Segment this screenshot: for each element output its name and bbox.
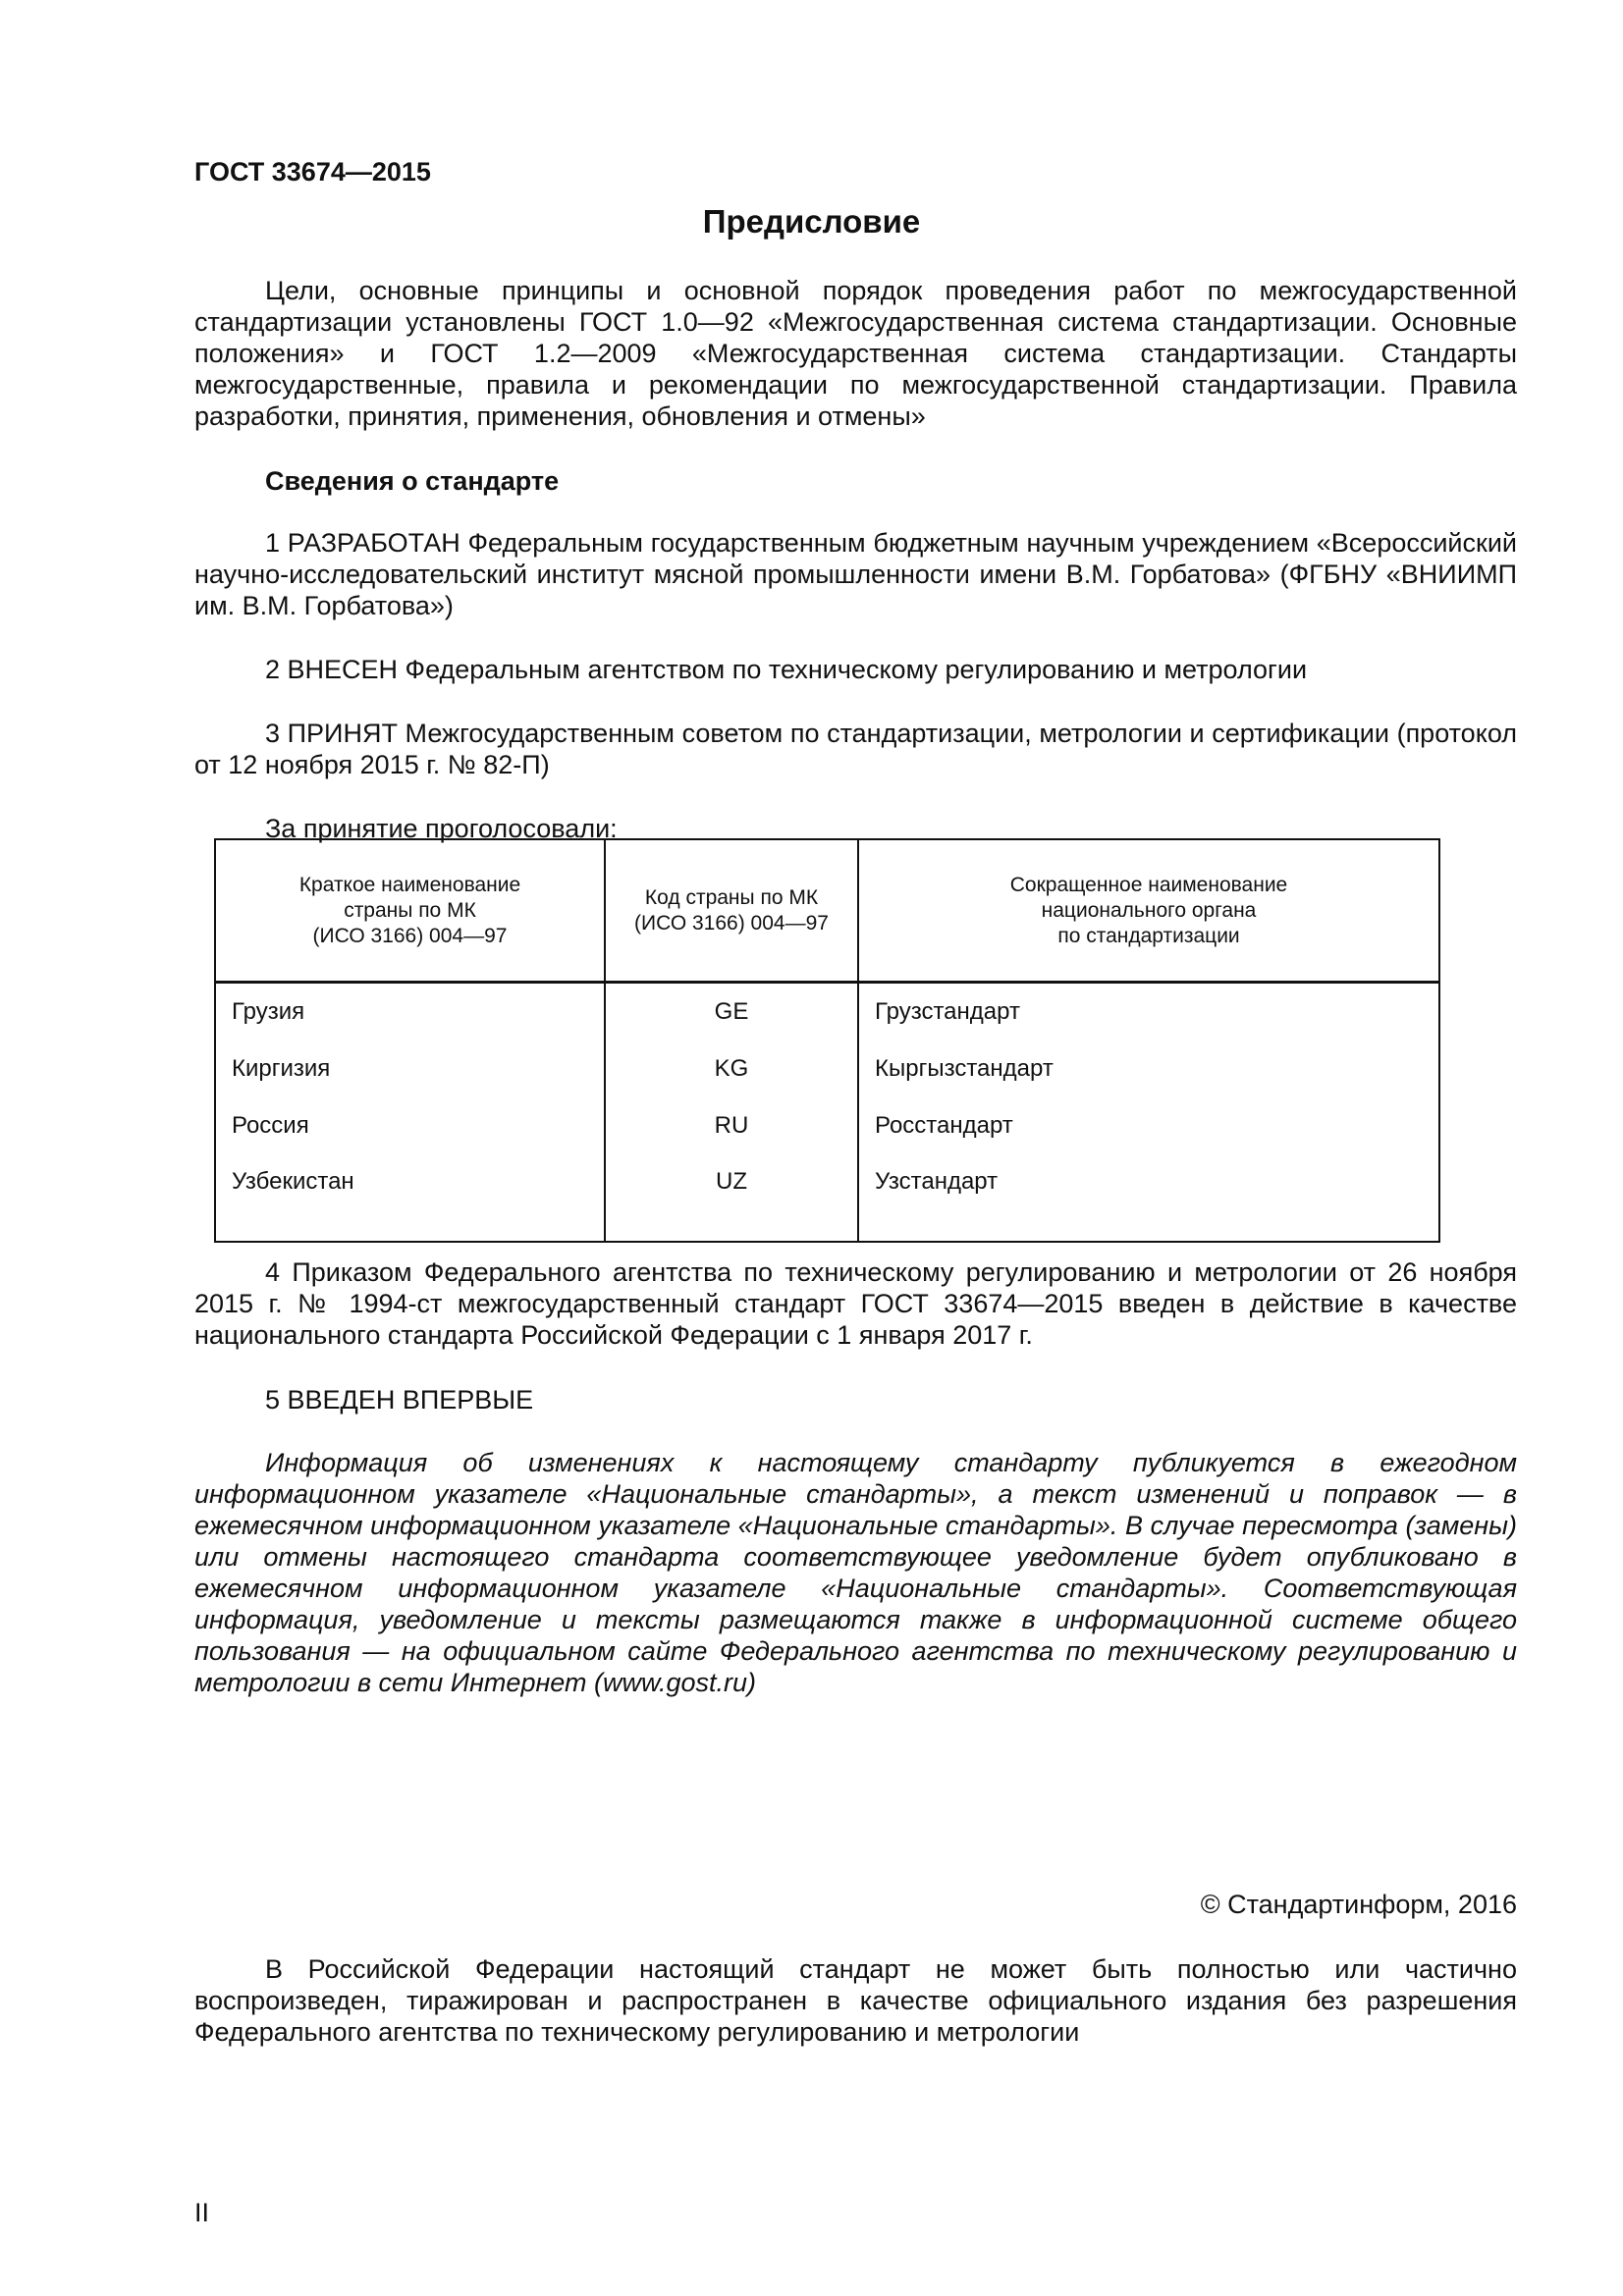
header-line: страны по МК	[344, 898, 476, 922]
header-country-code	[605, 839, 858, 983]
header-line: национального органа	[1041, 898, 1257, 922]
table-row	[215, 1041, 1439, 1097]
cell-body: Грузстандарт	[858, 983, 1439, 1041]
header-line: (ИСО 3166) 004—97	[634, 911, 829, 934]
table-header-row	[215, 839, 1439, 983]
item-adopted: 3 ПРИНЯТ Межгосударственным советом по стандартизации, метрологии и сертификации (протокол от 12 ноября 2015 г. № 82-П)	[194, 719, 1517, 779]
item-first-intro: 5 ВВЕДЕН ВПЕРВЫЕ	[265, 1385, 534, 1415]
intro-paragraph: Цели, основные принципы и основной порядок проведения работ по межгосударственной стандартизации установлены ГОСТ 1.0—92 «Межгосударственная система стандартизации. Основные положения» и ГОСТ 1.2—2009 «Межгосударственная система стандартизации. Стандарты межгосударственные, правила и рекомендации по межгосударственной стандартизации. Правила разработки, принятия, применения, обновления и отмены»	[194, 276, 1517, 431]
item-introduced: 2 ВНЕСЕН Федеральным агентством по техническому регулированию и метрологии	[265, 655, 1308, 684]
page-number: II	[194, 2198, 210, 2227]
copyright: © Стандартинформ, 2016	[1200, 1890, 1517, 1919]
cell-country: Узбекистан	[215, 1154, 605, 1242]
header-line: (ИСО 3166) 004—97	[312, 924, 508, 947]
cell-code: GE	[605, 983, 858, 1041]
header-line: по стандартизации	[1057, 924, 1240, 947]
cell-code: UZ	[605, 1154, 858, 1242]
item-order: 4 Приказом Федерального агентства по техническому регулированию и метрологии от 26 ноября 2015 г. № 1994-ст межгосударственный стандарт ГОСТ 33674—2015 введен в действие в качестве национального стандарта Российской Федерации с 1 января 2017 г.	[194, 1257, 1517, 1350]
info-note: Информация об изменениях к настоящему стандарту публикуется в ежегодном информационном указателе «Национальные стандарты», а текст изменений и поправок — в ежемесячном информационном указателе «Национальные стандарты». В случае пересмотра (замены) или отмены настоящего стандарта соответствующее уведомление будет опубликовано в ежемесячном информационном указателе «Национальные стандарты». Соответствующая информация, уведомление и тексты размещаются также в информационной системе общего пользования — на официальном сайте Федерального агентства по техническому регулированию и метрологии в сети Интернет (www.gost.ru)	[194, 1448, 1517, 1697]
header-national-body	[858, 839, 1439, 983]
cell-body: Узстандарт	[858, 1154, 1439, 1242]
reproduction-notice: В Российской Федерации настоящий стандарт не может быть полностью или частично воспроизведен, тиражирован и распространен в качестве официального издания без разрешения Федерального агентства по техническому регулированию и метрологии	[194, 1954, 1517, 2047]
header-line: Сокращенное наименование	[1009, 873, 1288, 896]
table-row	[215, 1154, 1439, 1242]
section-heading: Сведения о стандарте	[265, 466, 560, 496]
table-row	[215, 1097, 1439, 1154]
cell-country: Киргизия	[215, 1041, 605, 1097]
header-line: Код страны по МК	[644, 885, 819, 909]
cell-body: Росстандарт	[858, 1097, 1439, 1154]
document-code: ГОСТ 33674—2015	[194, 157, 431, 187]
cell-code: RU	[605, 1097, 858, 1154]
voting-table	[214, 838, 1440, 1243]
voted-label: За принятие проголосовали:	[265, 814, 618, 843]
cell-body: Кыргызстандарт	[858, 1041, 1439, 1097]
table-row	[215, 983, 1439, 1041]
item-developed: 1 РАЗРАБОТАН Федеральным государственным бюджетным научным учреждением «Всероссийский научно-исследовательский институт мясной промышленности имени В.М. Горбатова» (ФГБНУ «ВНИИМП им. В.М. Горбатова»)	[194, 528, 1517, 620]
header-line: Краткое наименование	[298, 873, 521, 896]
cell-country: Грузия	[215, 983, 605, 1041]
page-title: Предисловие	[702, 203, 921, 240]
header-country-name	[215, 839, 605, 983]
cell-code: KG	[605, 1041, 858, 1097]
cell-country: Россия	[215, 1097, 605, 1154]
